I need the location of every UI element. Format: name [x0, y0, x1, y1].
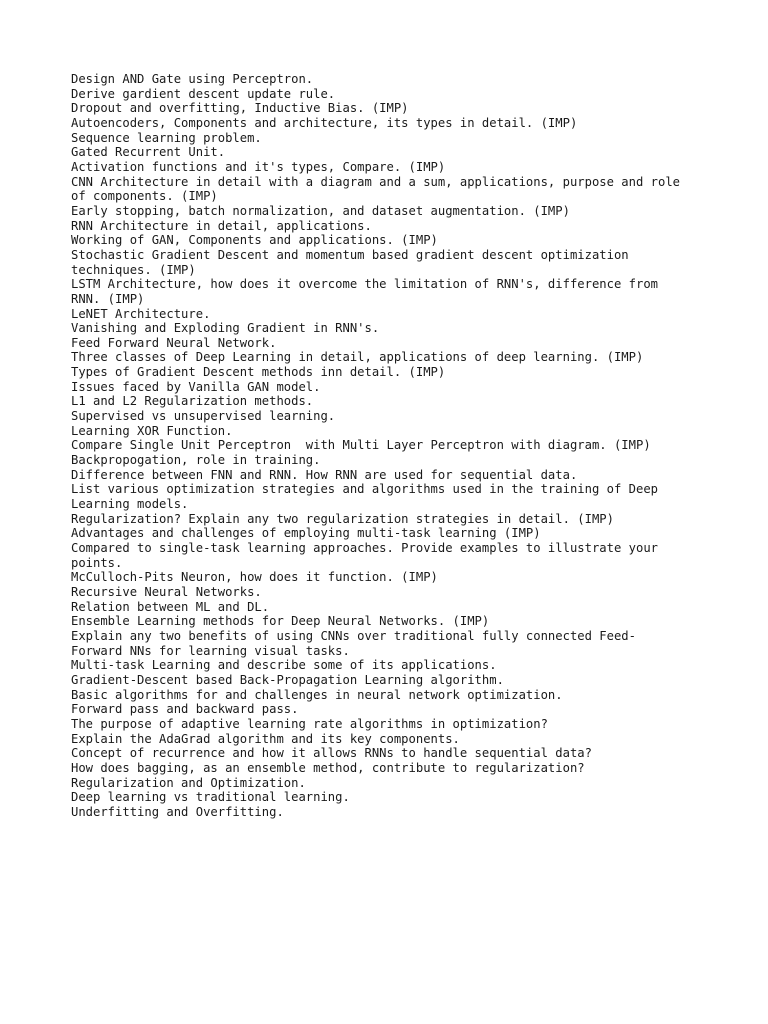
question-line: Explain the AdaGrad algorithm and its key components. [71, 731, 460, 746]
question-line: Derive gardient descent update rule. [71, 86, 336, 101]
question-line: Deep learning vs traditional learning. [71, 790, 350, 805]
question-line: Forward pass and backward pass. [71, 702, 299, 717]
question-line: Regularization and Optimization. [71, 775, 306, 790]
question-line: How does bagging, as an ensemble method, contribute to regularization? [71, 760, 585, 775]
question-line: The purpose of adaptive learning rate algorithms in optimization? [71, 716, 548, 731]
question-line: Autoencoders, Components and architecture, its types in detail. (IMP) [71, 115, 578, 130]
question-line: Difference between FNN and RNN. How RNN are used for sequential data. [71, 467, 578, 482]
question-line: Learning models. [71, 497, 189, 512]
question-line: of components. (IMP) [71, 189, 218, 204]
question-line: Explain any two benefits of using CNNs over traditional fully connected Feed- [71, 628, 636, 643]
question-line: Basic algorithms for and challenges in neural network optimization. [71, 687, 563, 702]
question-line: Types of Gradient Descent methods inn detail. (IMP) [71, 365, 446, 380]
question-line: Dropout and overfitting, Inductive Bias. (IMP) [71, 101, 409, 116]
question-line: Relation between ML and DL. [71, 599, 270, 614]
question-line: RNN Architecture in detail, applications. [71, 218, 372, 233]
question-line: Stochastic Gradient Descent and momentum based gradient descent optimization [71, 247, 629, 262]
question-line: Issues faced by Vanilla GAN model. [71, 379, 321, 394]
question-line: Backpropogation, role in training. [71, 453, 321, 468]
question-line: Regularization? Explain any two regularization strategies in detail. (IMP) [71, 511, 614, 526]
question-line: Design AND Gate using Perceptron. [71, 72, 314, 86]
question-line: Concept of recurrence and how it allows RNNs to handle sequential data? [71, 746, 592, 761]
question-line: McCulloch-Pits Neuron, how does it function. (IMP) [71, 570, 438, 585]
question-line: Ensemble Learning methods for Deep Neural Networks. (IMP) [71, 614, 490, 629]
question-line: Early stopping, batch normalization, and dataset augmentation. (IMP) [71, 203, 570, 218]
question-line: Multi-task Learning and describe some of its applications. [71, 658, 497, 673]
question-line: Forward NNs for learning visual tasks. [71, 643, 350, 658]
question-line: Gradient-Descent based Back-Propagation Learning algorithm. [71, 672, 504, 687]
question-line: Three classes of Deep Learning in detail, applications of deep learning. (IMP) [71, 350, 644, 365]
question-line: Compared to single-task learning approaches. Provide examples to illustrate your [71, 541, 658, 555]
question-line: points. [71, 555, 123, 570]
question-line: Advantages and challenges of employing multi-task learning (IMP) [71, 526, 541, 541]
question-line: CNN Architecture in detail with a diagram and a sum, applications, purpose and role [71, 174, 681, 189]
question-line: Compare Single Unit Perceptron with Multi Layer Perceptron with diagram. (IMP) [71, 438, 651, 453]
question-line: Activation functions and it's types, Compare. (IMP) [71, 159, 446, 174]
question-line: Vanishing and Exploding Gradient in RNN's. [71, 321, 380, 336]
question-line: Working of GAN, Components and applications. (IMP) [71, 233, 438, 248]
question-line: Supervised vs unsupervised learning. [71, 409, 336, 424]
question-line: L1 and L2 Regularization methods. [71, 394, 314, 409]
document-page [71, 72, 711, 819]
question-line: techniques. (IMP) [71, 262, 196, 277]
question-line: RNN. (IMP) [71, 291, 145, 306]
question-line: Gated Recurrent Unit. [71, 145, 226, 160]
question-line: Sequence learning problem. [71, 130, 262, 145]
question-line: Recursive Neural Networks. [71, 584, 262, 599]
question-line: Feed Forward Neural Network. [71, 335, 277, 350]
question-line: LSTM Architecture, how does it overcome the limitation of RNN's, difference from [71, 277, 658, 292]
question-list [71, 72, 711, 819]
question-line: List various optimization strategies and algorithms used in the training of Deep [71, 482, 658, 497]
question-line: LeNET Architecture. [71, 306, 211, 321]
question-line: Underfitting and Overfitting. [71, 804, 284, 819]
question-line: Learning XOR Function. [71, 423, 233, 438]
